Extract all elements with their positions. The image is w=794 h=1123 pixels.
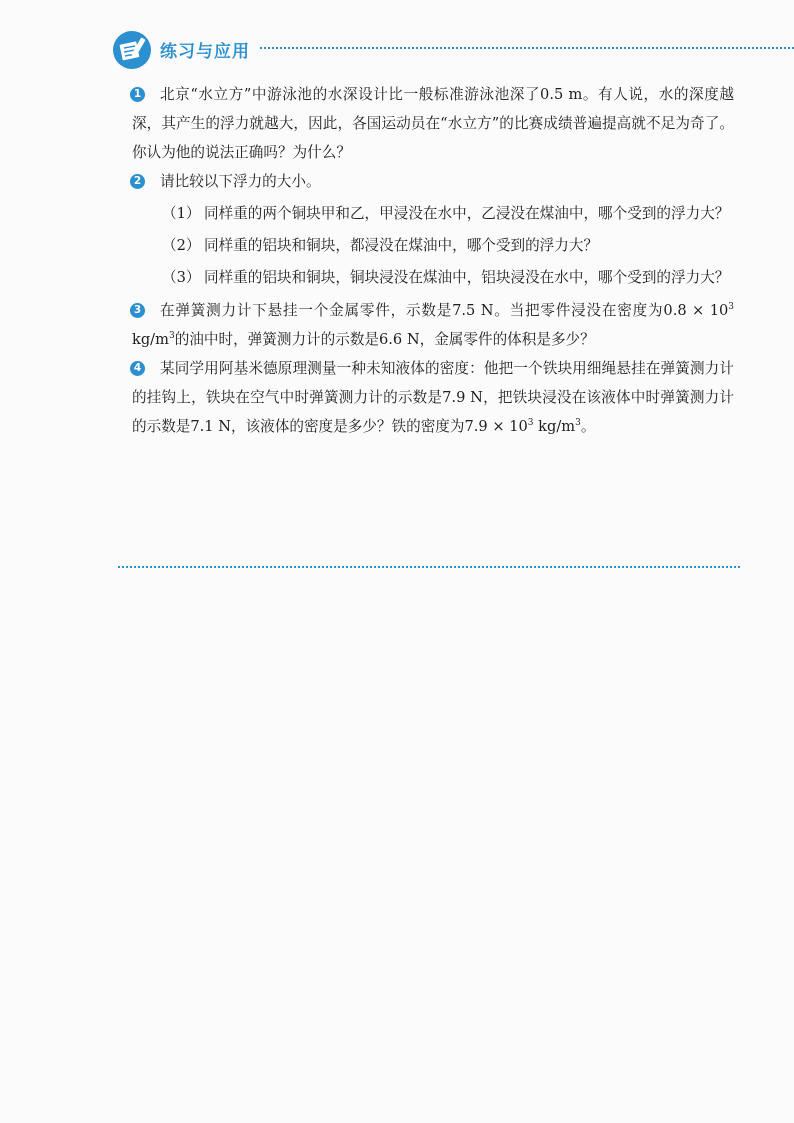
sub-question-1 — [132, 198, 734, 230]
question-text: 请比较以下浮力的大小。 — [160, 173, 321, 190]
question-number-badge: 3 — [130, 303, 145, 318]
question-number-badge: 2 — [130, 174, 145, 189]
sub-question-text: 同样重的铝块和铜块，铜块浸没在煤油中，铝块浸没在水中，哪个受到的浮力大？ — [204, 269, 730, 286]
sub-question-2 — [132, 230, 734, 262]
question-text: 北京“水立方”中游泳池的水深设计比一般标准游泳池深了0.5 m。有人说，水的深度越深，其产生的浮力就越大，因此，各国运动员在“水立方”的比赛成绩普遍提高就不足为奇了。你认为他的说法正确吗？为什么？ — [132, 86, 734, 161]
sub-question-3 — [132, 262, 734, 294]
question-2 — [132, 167, 734, 196]
question-number-badge: 1 — [130, 87, 145, 102]
question-number-badge: 4 — [130, 361, 145, 376]
section-title: 练习与应用 — [160, 42, 250, 62]
question-3 — [132, 296, 734, 354]
sub-question-label: （2） — [162, 237, 201, 254]
question-4 — [132, 354, 734, 441]
question-1 — [132, 80, 734, 167]
section-header — [112, 30, 742, 70]
sub-question-label: （1） — [162, 205, 201, 222]
exercise-list — [132, 80, 734, 441]
pencil-book-icon — [112, 30, 152, 70]
question-text: 在弹簧测力计下悬挂一个金属零件，示数是7.5 N。当把零件浸没在密度为$0.8 \times 10^3$ $kg/m^3$的油中时，弹簧测力计的示数是6.6 N，金属零件的体积是多少？ — [132, 302, 734, 348]
sub-question-text: 同样重的两个铜块甲和乙，甲浸没在水中，乙浸没在煤油中，哪个受到的浮力大？ — [204, 205, 730, 222]
question-text: 某同学用阿基米德原理测量一种未知液体的密度：他把一个铁块用细绳悬挂在弹簧测力计的挂钩上，铁块在空气中时弹簧测力计的示数是7.9 N，把铁块浸没在该液体中时弹簧测力计的示数是7.1 N，该液体的密度是多少？铁的密度为$7.9 \times 10^3$ $kg/m^3$。 — [132, 360, 734, 435]
header-divider — [260, 47, 794, 49]
sub-question-label: （3） — [162, 269, 201, 286]
sub-question-text: 同样重的铝块和铜块，都浸没在煤油中，哪个受到的浮力大？ — [204, 237, 599, 254]
section-bottom-divider — [118, 566, 740, 568]
